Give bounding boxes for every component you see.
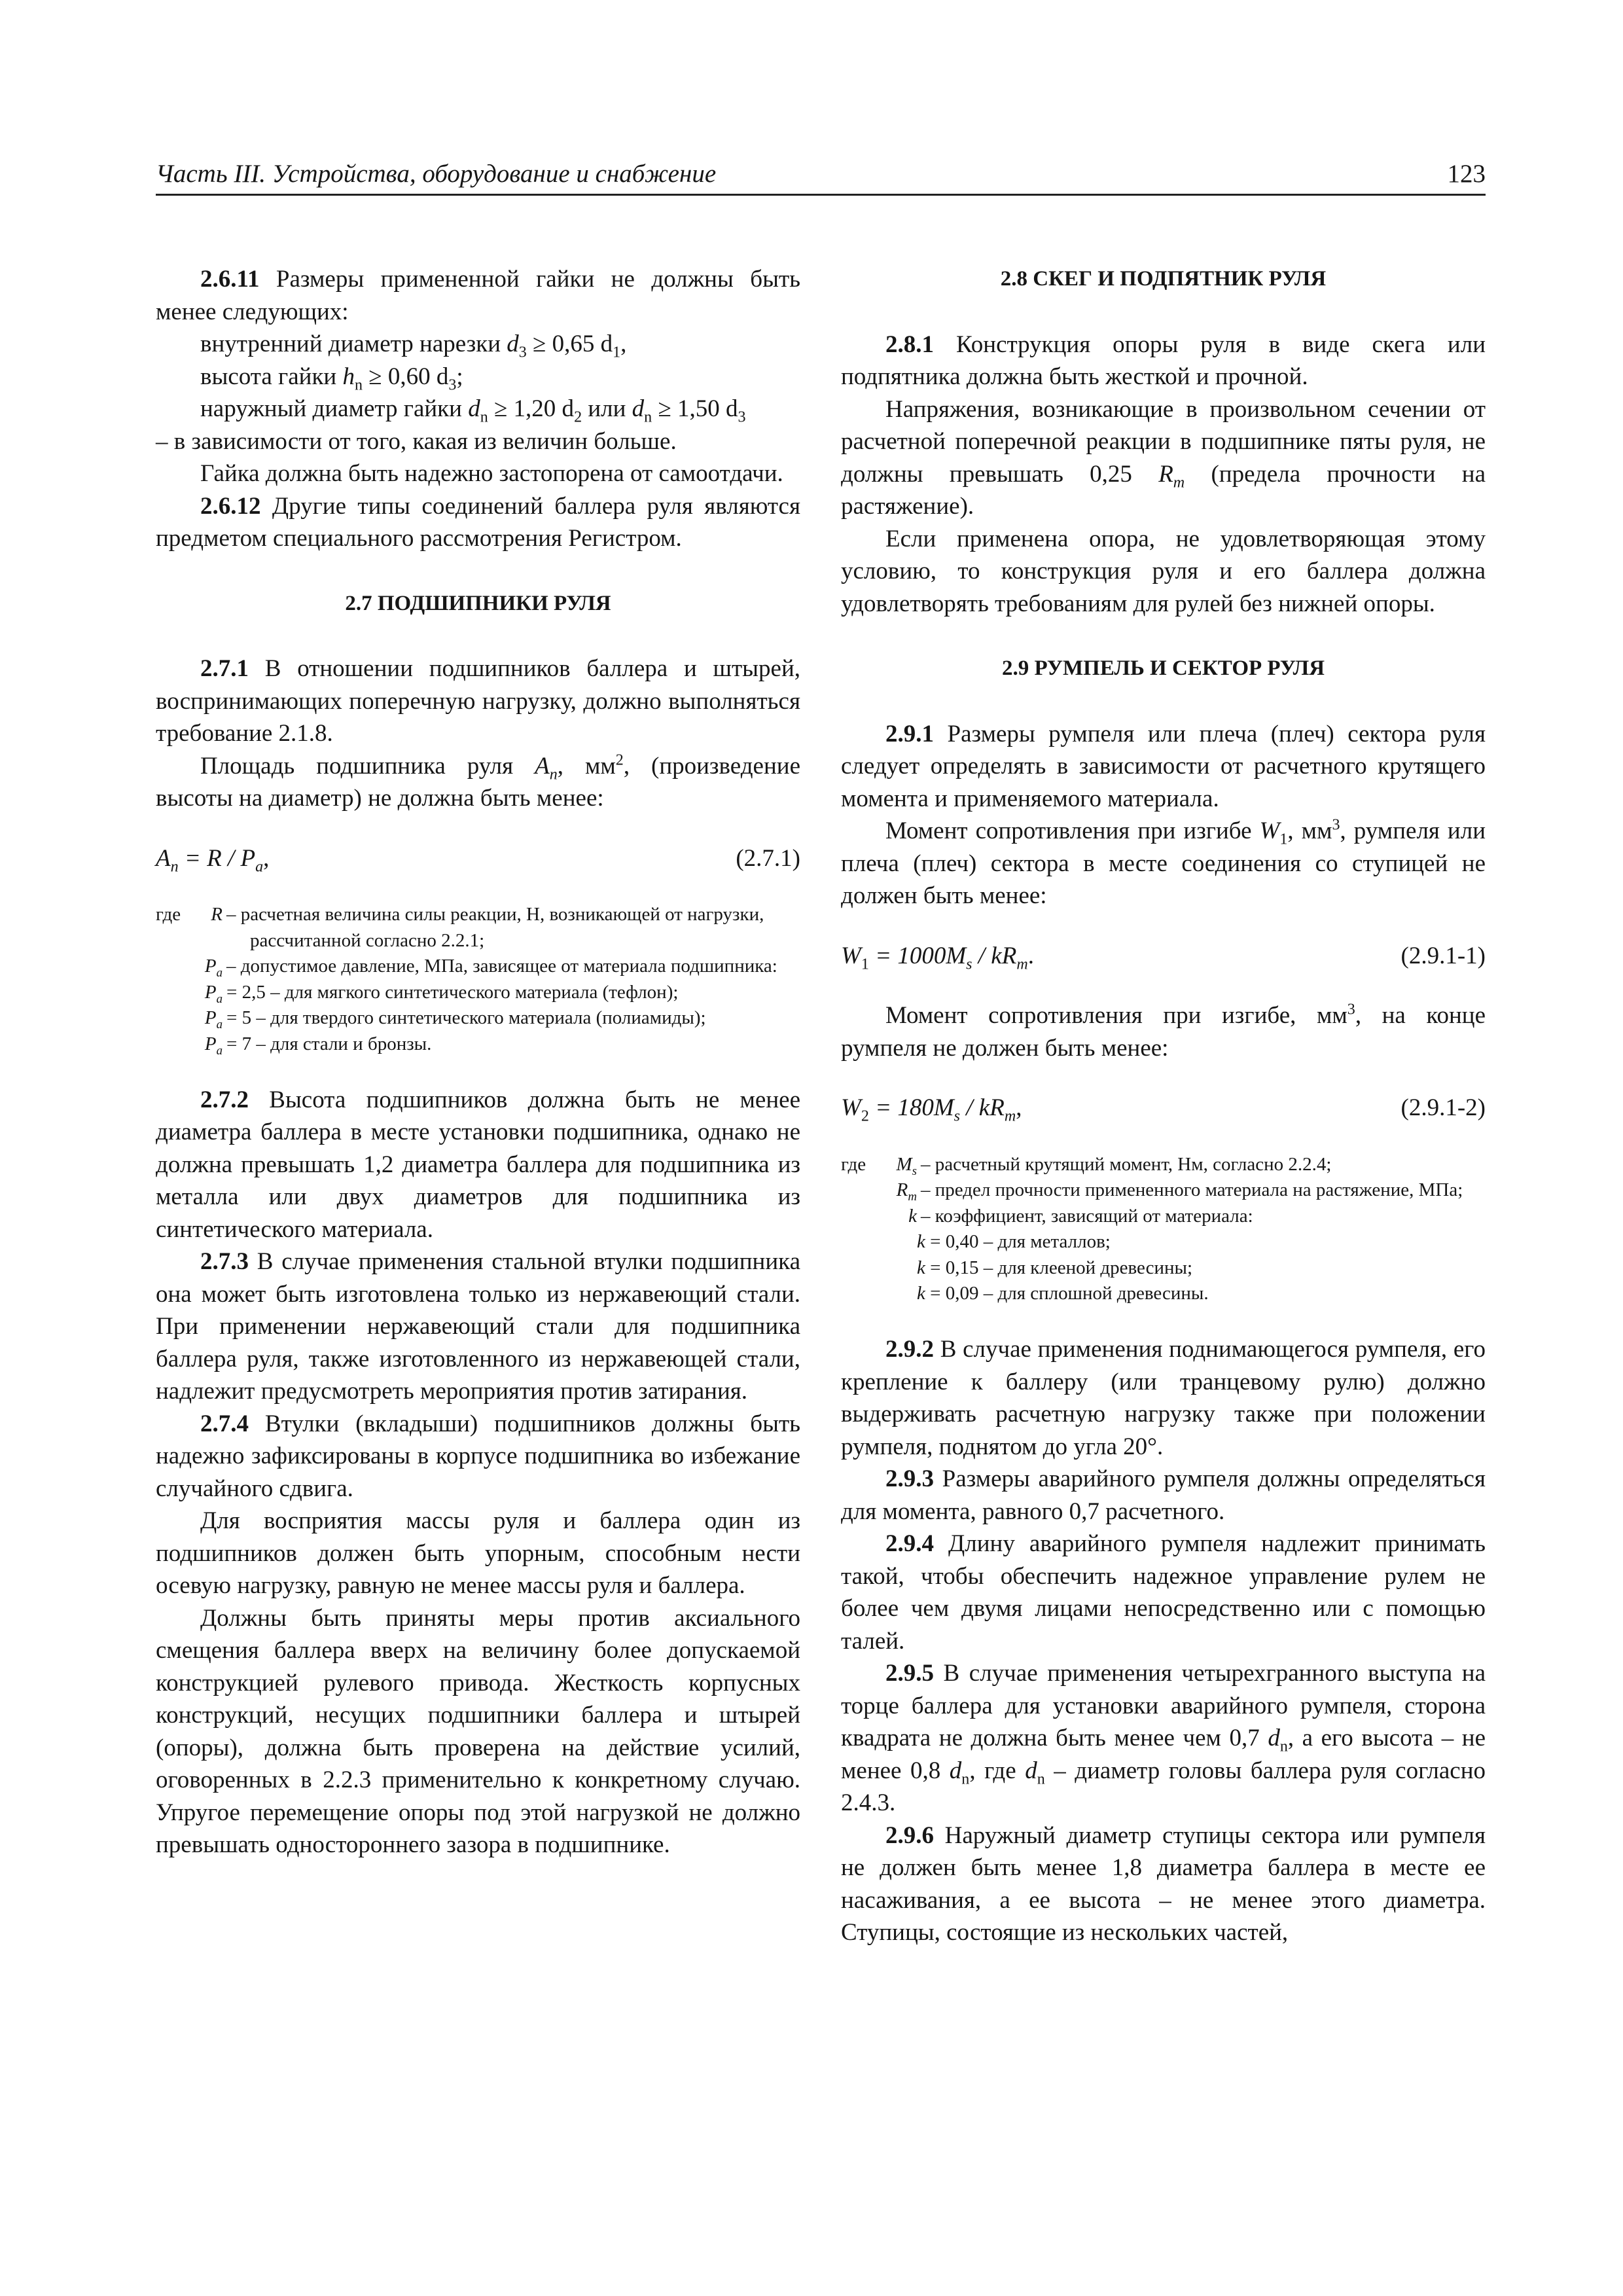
where-block-2-7-1 (156, 902, 800, 1058)
formula-2-7-1 (156, 842, 800, 875)
clause-number: 2.9.5 (885, 1660, 934, 1687)
right-column (841, 263, 1486, 1949)
paragraph-2-9-6: 2.9.6 Наружный диаметр ступицы сектора или румпеля не должен быть менее 1,8 диаметра баллера в месте ее насаживания, а ее высота – не менее этого диаметра. Ступицы, состоящие из нескольких частей, (841, 1821, 1486, 1946)
formula-number: (2.7.1) (736, 844, 800, 872)
where-row: где R – расчетная величина силы реакции, Н, возникающей от нагрузки, рассчитанной согласно 2.2.1; (156, 902, 800, 954)
formula-2-9-1-2 (841, 1092, 1486, 1124)
where-row: k – коэффициент, зависящий от материала: (908, 1205, 1253, 1227)
paragraph-2-9-3: 2.9.3 Размеры аварийного румпеля должны определяться для момента, равного 0,7 расчетного. (841, 1465, 1486, 1525)
where-row: $P_a$ = 5 – для твердого синтетического материала (полиамиды); (204, 1007, 706, 1032)
where-word: где (841, 1153, 866, 1175)
nut-inner-diameter: внутренний диаметр нарезки $d_3 \ge 0,65$ $d_1$, (200, 331, 627, 361)
where-row: k = 0,09 – для сплошной древесины. (917, 1283, 1209, 1304)
left-column (156, 263, 800, 1861)
clause-number: 2.7.2 (200, 1086, 249, 1113)
clause-number: 2.9.4 (885, 1530, 934, 1558)
paragraph-2-7-4: 2.7.4 Втулки (вкладыши) подшипников должны быть надежно зафиксированы в корпусе подшипника во избежание случайного сдвига. (156, 1410, 800, 1502)
clause-number: 2.9.2 (885, 1336, 934, 1363)
where-row: k = 0,40 – для металлов; (917, 1231, 1111, 1253)
paragraph-2-9-5: 2.9.5 В случае применения четырехгранного выступа на торце баллера для установки аварийного румпеля, сторона квадрата не должна быть менее чем 0,7 $d_n$, а его высота – не менее 0,8 $d_n$, где $d_n$ – диаметр головы баллера руля согласно 2.4.3. (841, 1660, 1486, 1817)
section-title-2-7: 2.7 ПОДШИПНИКИ РУЛЯ (345, 591, 611, 615)
clause-number: 2.7.1 (200, 655, 249, 682)
paragraph-section-modulus: Момент сопротивления при изгибе $W_1$, $мм^3$, румпеля или плеча (плеч) сектора в месте соединения со ступицей не должен быть менее: (841, 816, 1486, 909)
paragraph-2-7-3: 2.7.3 В случае применения стальной втулки подшипника она может быть изготовлена только из нержавеющий стали. При применении нержавеющий стали для подшипника баллера руля, также изготовленного из нержавеющей стали, надлежит предусмотреть мероприятия против затирания. (156, 1248, 800, 1405)
clause-number: 2.7.3 (200, 1248, 249, 1276)
section-title-2-9: 2.9 РУМПЕЛЬ И СЕКТОР РУЛЯ (1001, 656, 1325, 680)
formula-expression: $W_1 = 1000M_s / kR_m$. (841, 942, 1034, 973)
bearing-area-text: Площадь подшипника руля $A_n$, $мм^2$, (произведение высоты на диаметр) не должна быть менее: (156, 751, 801, 812)
paragraph-stress: Напряжения, возникающие в произвольном сечении от расчетной поперечной реакции в подшипнике пяты руля, не должны превышать 0,25 $R_m$ (предела прочности на растяжение). (841, 395, 1486, 520)
where-row: $P_a$ – допустимое давление, МПа, зависящее от материала подшипника: (204, 956, 777, 980)
running-title: Часть III. Устройства, оборудование и снабжение (156, 160, 717, 188)
clause-number: 2.6.11 (200, 266, 260, 293)
formula-number: (2.9.1-1) (1400, 942, 1486, 969)
formula-number: (2.9.1-2) (1400, 1094, 1486, 1121)
clause-number: 2.8.1 (885, 331, 934, 358)
page-number: 123 (1447, 160, 1486, 188)
section-title-2-8: 2.8 СКЕГ И ПОДПЯТНИК РУЛЯ (1000, 267, 1327, 291)
paragraph-2-9-4: 2.9.4 Длину аварийного румпеля надлежит принимать такой, чтобы обеспечить надежное управление рулем не более чем двумя лицами непосредственно или с помощью талей. (841, 1530, 1486, 1655)
paragraph-2-7-1: 2.7.1 В отношении подшипников баллера и штырей, воспринимающих поперечную нагрузку, должно выполняться требование 2.1.8. (156, 655, 800, 747)
where-row: $P_a$ = 2,5 – для мягкого синтетического материала (тефлон); (204, 981, 679, 1006)
formula-2-9-1-1 (841, 940, 1486, 973)
where-block-2-9-1 (841, 1152, 1486, 1308)
where-row: $R_m$ – предел прочности примененного материала на растяжение, МПа; (896, 1179, 1463, 1204)
where-row: где $M_s$ – расчетный крутящий момент, Нм, согласно 2.2.4; (841, 1152, 1486, 1178)
nut-outer-tail: – в зависимости от того, какая из величин больше. (156, 427, 677, 455)
clause-number: 2.7.4 (200, 1410, 249, 1437)
formula-expression: $W_2 = 180M_s / kR_m$, (841, 1094, 1022, 1125)
paragraph-2-8-1: 2.8.1 Конструкция опоры руля в виде скега или подпятника должна быть жесткой и прочной. (841, 331, 1486, 390)
paragraph-2-6-11: 2.6.11 Размеры примененной гайки не должны быть менее следующих: (156, 266, 800, 325)
paragraph-tiller-end: Момент сопротивления при изгибе, $мм^3$, на конце румпеля не должен быть менее: (841, 1001, 1486, 1062)
paragraph-thrust-bearing: Для восприятия массы руля и баллера один из подшипников должен быть упорным, способным нести осевую нагрузку, равную не менее массы руля и баллера. (156, 1507, 800, 1600)
paragraph-2-9-1: 2.9.1 Размеры румпеля или плеча (плеч) сектора руля следует определять в зависимости от расчетного крутящего момента и применяемого материала. (841, 720, 1486, 812)
paragraph-2-9-2: 2.9.2 В случае применения поднимающегося румпеля, его крепление к баллеру (или транцевому рулю) должно выдерживать расчетную нагрузку также при положении румпеля, поднятом до угла 20°. (841, 1336, 1486, 1460)
page-header (156, 156, 1486, 196)
where-row: k = 0,15 – для клееной древесины; (917, 1257, 1193, 1278)
where-word: где (156, 904, 181, 925)
paragraph-axial-displacement: Должны быть приняты меры против аксиального смещения баллера вверх на величину более допускаемой конструкцией рулевого привода. Жесткость корпусных конструкций, несущих подшипники баллера и штырей (опоры), должна быть проверена на действие усилий, оговоренных в 2.2.3 применительно к конкретному случаю. Упругое перемещение опоры под этой нагрузкой не должно превышать одностороннего зазора в подшипнике. (156, 1604, 800, 1859)
nut-height: высота гайки $h_n \ge 0,60$ $d_3$; (200, 363, 463, 393)
paragraph-2-6-12: 2.6.12 Другие типы соединений баллера руля являются предметом специального рассмотрения Регистром. (156, 492, 800, 552)
clause-number: 2.9.6 (885, 1821, 934, 1849)
nut-outer-diameter: наружный диаметр гайки $d_n \ge 1,20$ $d_2$ или $d_n \ge 1,50$ $d_3$ (200, 395, 746, 426)
nut-lock-text: Гайка должна быть надежно застопорена от самоотдачи. (200, 460, 783, 487)
clause-number: 2.6.12 (200, 492, 261, 520)
clause-number: 2.9.1 (885, 720, 934, 747)
formula-expression: $A_n = R / P_a$, (156, 844, 270, 875)
paragraph-no-lower-support: Если применена опора, не удовлетворяющая этому условию, то конструкция руля и его баллера должна удовлетворять требованиям для рулей без нижней опоры. (841, 525, 1486, 617)
paragraph-2-7-2: 2.7.2 Высота подшипников должна быть не менее диаметра баллера в месте установки подшипника, однако не должна превышать 1,2 диаметра баллера для подшипника из металла или двух диаметров для подшипника из синтетического материала. (156, 1086, 800, 1243)
where-row: $P_a$ = 7 – для стали и бронзы. (204, 1033, 432, 1058)
clause-number: 2.9.3 (885, 1465, 934, 1493)
